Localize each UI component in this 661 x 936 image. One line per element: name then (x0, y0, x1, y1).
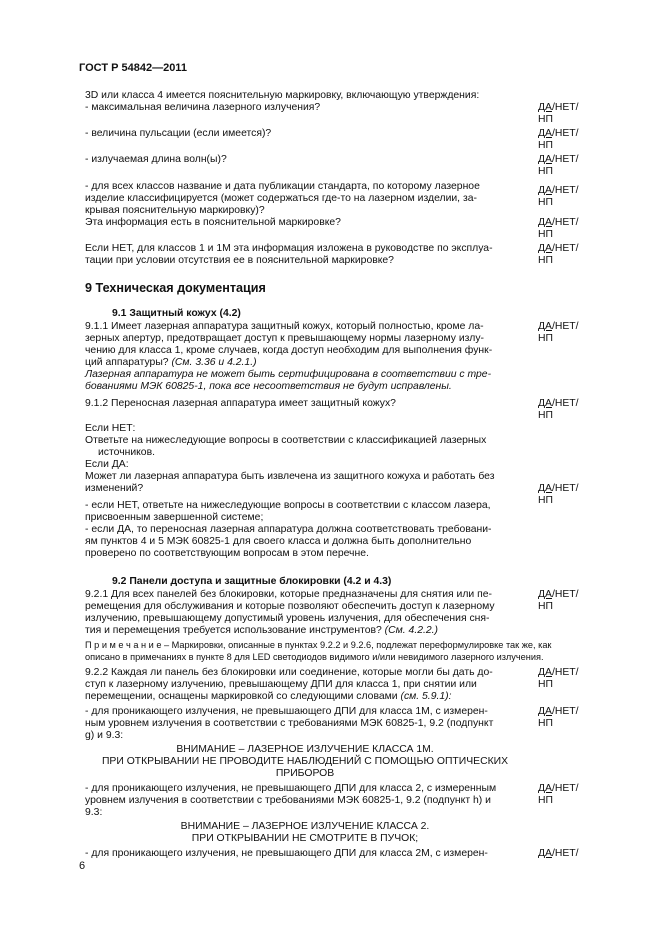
subsection-9-1-title: 9.1 Защитный кожух (4.2) (112, 308, 241, 319)
answer-options: ДА/НЕТ/ НП (538, 243, 579, 266)
text-line: 9.1.1 Имеет лазерная аппаратура защитный кожух, который полностью, кроме ла- (85, 321, 484, 332)
text-line: 9.2.2 Каждая ли панель без блокировки или соединение, которые могли бы дать до- (85, 667, 493, 678)
answer-options: ДА/НЕТ/ НП (538, 154, 579, 177)
text-line: крывая пояснительную маркировку)? (85, 205, 265, 216)
text-line: - для проникающего излучения, не превышающего ДПИ для класса 2, с измеренным (85, 783, 497, 794)
text-line: - для проникающего излучения, не превышающего ДПИ для класса 2М, с измерен- (85, 848, 488, 859)
text-line: изделие классифицируется (может содержаться где-то на лазерном изделии, за- (85, 193, 477, 204)
answer-options: ДА/НЕТ/ НП (538, 783, 579, 806)
text-line: источников. (98, 447, 155, 458)
text-line: Если НЕТ: (85, 423, 136, 434)
answer-options: ДА/НЕТ/ НП (538, 102, 579, 125)
warning-line: ВНИМАНИЕ – ЛАЗЕРНОЕ ИЗЛУЧЕНИЕ КЛАССА 2. (180, 821, 430, 832)
text-line: 9.1.2 Переносная лазерная аппаратура имеет защитный кожух? (85, 398, 396, 409)
text-line: - для проникающего излучения, не превышающего ДПИ для класса 1М, с измерен- (85, 706, 488, 717)
text-line: ным уровнем излучения в соответствии с требованиями МЭК 60825-1, 9.2 (подпункт (85, 718, 494, 729)
text-line: зерных апертур, предотвращает доступ к превышающему нормы лазерному излу- (85, 333, 484, 344)
answer-options: ДА/НЕТ/ НП (538, 589, 579, 612)
text-line: Может ли лазерная аппаратура быть извлечена из защитного кожуха и работать без (85, 471, 495, 482)
note-line: описано в примечаниях в пункте 8 для LED светодиодов видимого и/или невидимого лазерного излучения. (85, 652, 544, 662)
text-line: ремещения для обслуживания и которые позволяют обеспечить доступ к лазерному (85, 601, 495, 612)
text-line: уровнем излучения в соответствии с требованиями МЭК 60825-1, 9.2 (подпункт h) и (85, 795, 491, 806)
italic-note-line: бованиями МЭК 60825-1, пока все несоответствия не будут исправлены. (85, 381, 452, 392)
note-line: П р и м е ч а н и е – Маркировки, описанные в пунктах 9.2.2 и 9.2.6, подлежат переформулировке так же, как (85, 640, 552, 650)
text-line: ступ к лазерному излучению, превышающему ДПИ для класса 1, при снятии или (85, 679, 477, 690)
text-line: - максимальная величина лазерного излучения? (85, 102, 321, 113)
answer-options: ДА/НЕТ/ НП (538, 185, 579, 208)
text-line: перемещении, оснащены маркировкой со следующими словами (см. 5.9.1): (85, 691, 452, 702)
text-line: 3D или класса 4 имеется пояснительную маркировку, включающую утверждения: (85, 90, 480, 101)
text-line: 9.2.1 Для всех панелей без блокировки, которые предназначены для снятия или пе- (85, 589, 492, 600)
answer-options: ДА/НЕТ/ НП (538, 398, 579, 421)
section-9-title: 9 Техническая документация (85, 281, 266, 295)
answer-options: ДА/НЕТ/ (538, 848, 579, 859)
text-line: ций аппаратуры? (См. 3.36 и 4.2.1.) (85, 357, 257, 368)
subsection-9-2-title: 9.2 Панели доступа и защитные блокировки (4.2 и 4.3) (112, 576, 392, 587)
answer-options: ДА/НЕТ/ НП (538, 217, 579, 240)
warning-line: ПРИ ОТКРЫВАНИИ НЕ ПРОВОДИТЕ НАБЛЮДЕНИЙ С ПОМОЩЬЮ ОПТИЧЕСКИХ (101, 756, 509, 767)
text-line: 9.3: (85, 807, 103, 818)
document-header: ГОСТ Р 54842—2011 (79, 62, 187, 74)
text-line: - излучаемая длина волн(ы)? (85, 154, 227, 165)
text-line: тации при условии отсутствия ее в пояснительной маркировке? (85, 255, 394, 266)
text-line: тия и перемещения требуется использование инструментов? (См. 4.2.2.) (85, 625, 439, 636)
answer-options: ДА/НЕТ/ НП (538, 667, 579, 690)
text-line: g) и 9.3: (85, 730, 124, 741)
warning-line: ВНИМАНИЕ – ЛАЗЕРНОЕ ИЗЛУЧЕНИЕ КЛАССА 1М. (176, 744, 434, 755)
text-line: Если НЕТ, для классов 1 и 1М эта информация изложена в руководстве по эксплуа- (85, 243, 493, 254)
text-line: - величина пульсации (если имеется)? (85, 128, 272, 139)
answer-options: ДА/НЕТ/ НП (538, 706, 579, 729)
warning-line: ПРИ ОТКРЫВАНИИ НЕ СМОТРИТЕ В ПУЧОК; (191, 833, 419, 844)
answer-options: ДА/НЕТ/ НП (538, 483, 579, 506)
text-line: - если ДА, то переносная лазерная аппаратура должна соответствовать требовани- (85, 524, 492, 535)
text-line: присвоенным завершенной системе; (85, 512, 264, 523)
text-line: Если ДА: (85, 459, 129, 470)
text-line: изменений? (85, 483, 144, 494)
answer-options: ДА/НЕТ/ НП (538, 321, 579, 344)
text-line: Ответьте на нижеследующие вопросы в соответствии с классификацией лазерных (85, 435, 487, 446)
text-line: - если НЕТ, ответьте на нижеследующие вопросы в соответствии с классом лазера, (85, 500, 491, 511)
text-line: проверено по соответствующим вопросам в этом перечне. (85, 548, 369, 559)
text-line: Эта информация есть в пояснительной маркировке? (85, 217, 341, 228)
answer-options: ДА/НЕТ/ НП (538, 128, 579, 151)
text-line: чению для класса 1, кроме случаев, когда доступ необходим для выполнения функ- (85, 345, 493, 356)
text-line: - для всех классов название и дата публикации стандарта, по которому лазерное (85, 181, 480, 192)
text-line: излучению, превышающему допустимый уровень излучения, для обеспечения сня- (85, 613, 490, 624)
italic-note-line: Лазерная аппаратура не может быть сертифицирована в соответствии с тре- (85, 369, 492, 380)
page-number: 6 (79, 860, 86, 872)
text-line: ям пунктов 4 и 5 МЭК 60825-1 для своего класса и должна быть дополнительно (85, 536, 472, 547)
warning-line: ПРИБОРОВ (275, 768, 335, 779)
